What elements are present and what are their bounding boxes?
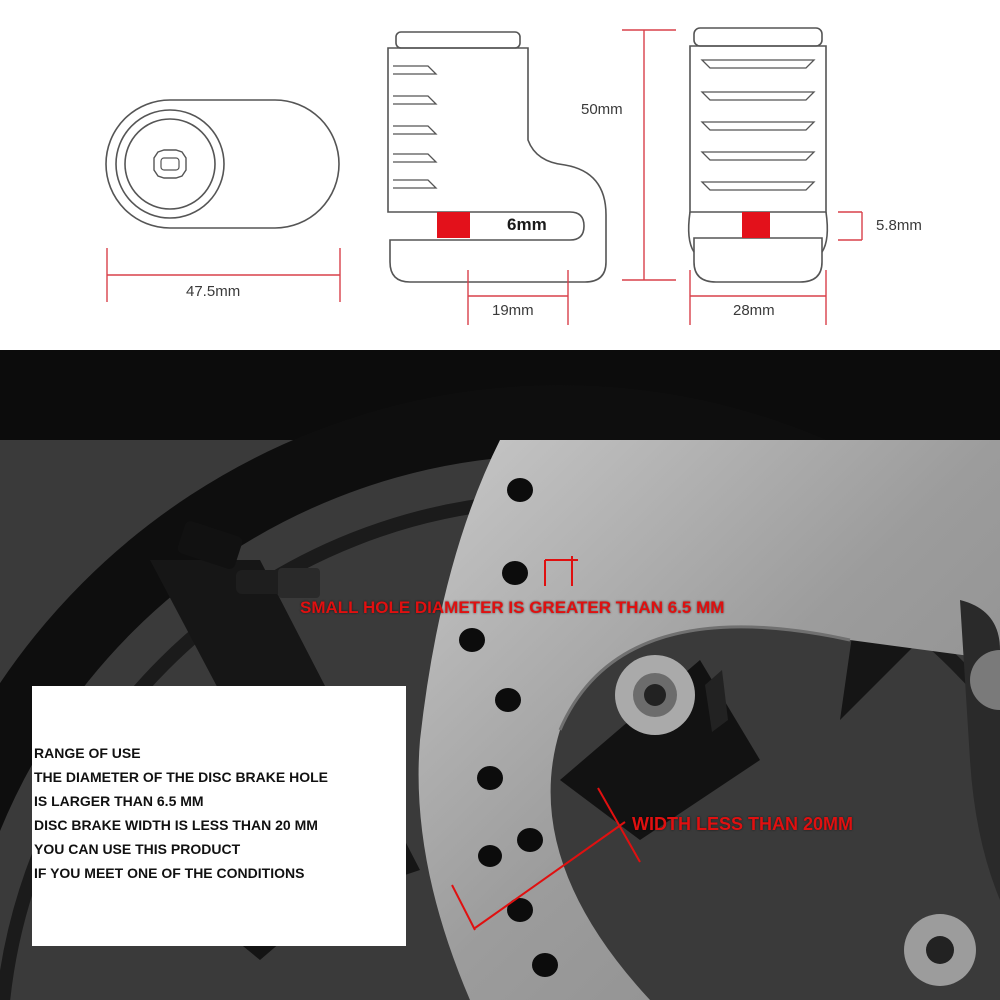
- info-line: THE DIAMETER OF THE DISC BRAKE HOLE: [34, 769, 329, 785]
- info-line: IS LARGER THAN 6.5 MM: [34, 793, 204, 809]
- side-view: [388, 32, 606, 282]
- slot-width-label: 6mm: [507, 215, 547, 234]
- slot-marker-side: [437, 212, 470, 238]
- back-view: [689, 28, 828, 282]
- height-label: 50mm: [581, 101, 623, 118]
- info-line-title: RANGE OF USE: [34, 745, 141, 761]
- side-width-label: 28mm: [733, 302, 775, 319]
- width-caption: WIDTH LESS THAN 20MM: [632, 814, 854, 834]
- small-hole-caption: SMALL HOLE DIAMETER IS GREATER THAN 6.5 MM: [300, 598, 725, 617]
- info-line: DISC BRAKE WIDTH IS LESS THAN 20 MM: [34, 817, 318, 833]
- info-line: YOU CAN USE THIS PRODUCT: [34, 841, 241, 857]
- back-dimensions: [690, 212, 862, 325]
- slot-depth-label: 19mm: [492, 302, 534, 319]
- drawing-svg: [0, 0, 1000, 350]
- info-line: IF YOU MEET ONE OF THE CONDITIONS: [34, 865, 305, 881]
- slot-marker-back: [742, 212, 770, 238]
- dimension-drawing: [0, 0, 1000, 350]
- usage-conditions-box: [32, 686, 406, 946]
- side-dimensions: [468, 30, 676, 325]
- front-width-label: 47.5mm: [186, 283, 241, 300]
- front-view: [106, 100, 339, 228]
- pin-width-label: 5.8mm: [876, 217, 922, 234]
